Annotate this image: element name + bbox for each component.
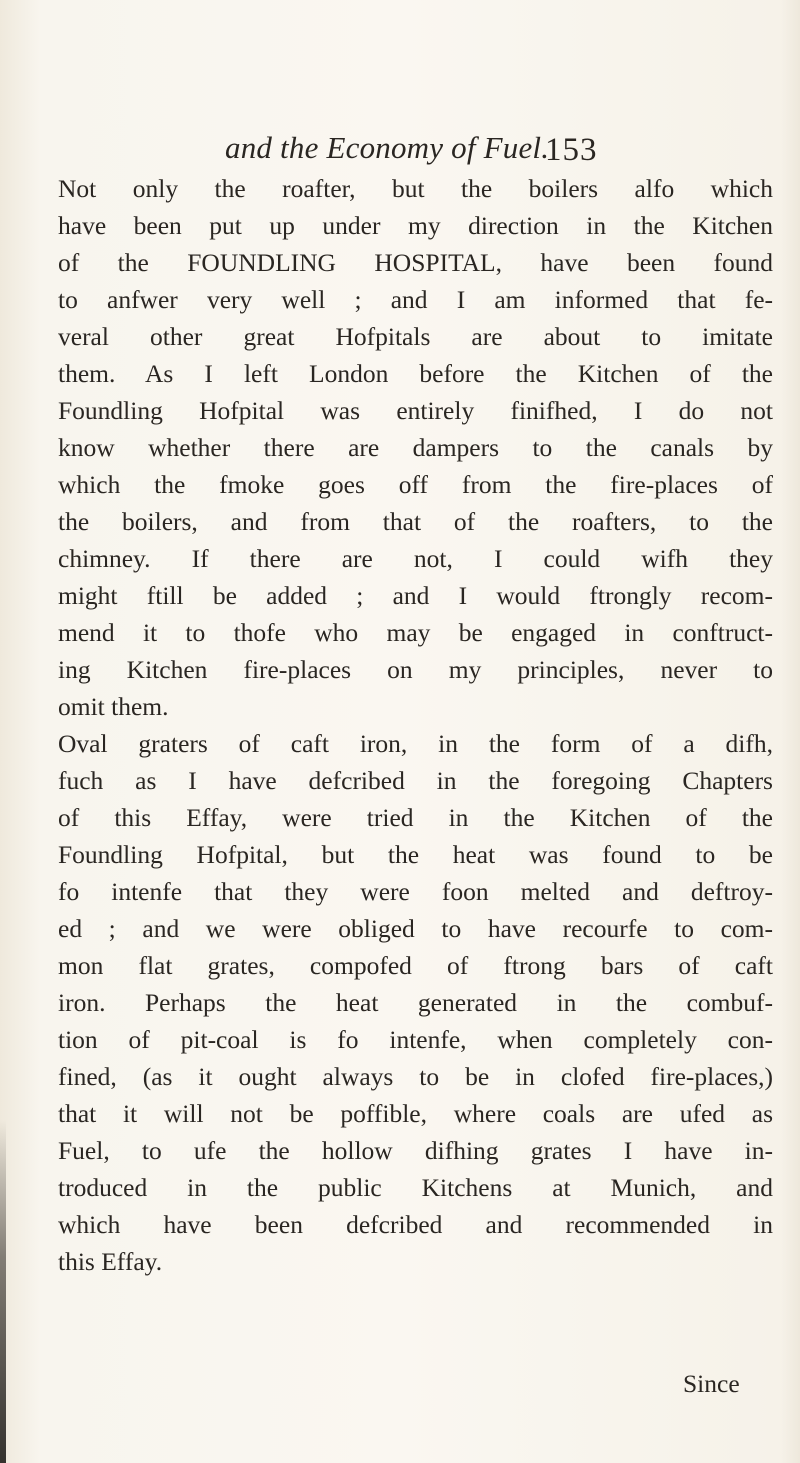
page-gutter-shadow [0, 1120, 6, 1463]
text-line: this Effay. [58, 1247, 163, 1276]
text-line: know whether there are dampers to the canals by [58, 433, 773, 462]
text-line: ed ; and we were obliged to have recourfe to com- [58, 914, 773, 943]
text-line: of the FOUNDLING HOSPITAL, have been found [58, 248, 773, 277]
page-number: 153 [545, 132, 598, 168]
text-line: them. As I left London before the Kitchen of the [58, 359, 773, 388]
text-line: Foundling Hofpital was entirely finifhed, I do not [58, 396, 773, 425]
text-line: chimney. If there are not, I could wifh they [58, 544, 773, 573]
text-line: Foundling Hofpital, but the heat was found to be [58, 840, 773, 869]
text-line: might ftill be added ; and I would ftrongly recom- [58, 581, 773, 610]
text-line: fuch as I have defcribed in the foregoing Chapters [58, 766, 773, 795]
body-text [58, 170, 773, 1280]
text-line: that it will not be poffible, where coals are ufed as [58, 1099, 773, 1128]
text-line: Fuel, to ufe the hollow difhing grates I have in- [58, 1136, 773, 1165]
text-line: mon flat grates, compofed of ftrong bars of caft [58, 951, 773, 980]
text-line: mend it to thofe who may be engaged in conftruct- [58, 618, 773, 647]
text-line: to anfwer very well ; and I am informed that fe- [58, 285, 773, 314]
text-line: tion of pit-coal is fo intenfe, when completely con- [58, 1025, 773, 1054]
text-line: fined, (as it ought always to be in clofed fire-places,) [58, 1062, 773, 1091]
text-line: which the fmoke goes off from the fire-places of [58, 470, 773, 499]
text-line: omit them. [58, 692, 169, 721]
text-line: iron. Perhaps the heat generated in the combuf- [58, 988, 773, 1017]
text-line: which have been defcribed and recommended in [58, 1210, 773, 1239]
text-line: Not only the roafter, but the boilers alfo which [58, 174, 773, 203]
text-line: Oval graters of caft iron, in the form of a difh, [58, 729, 773, 758]
text-line: the boilers, and from that of the roafters, to the [58, 507, 773, 536]
text-line: ing Kitchen fire-places on my principles, never to [58, 655, 773, 684]
text-line: of this Effay, were tried in the Kitchen of the [58, 803, 773, 832]
text-line: troduced in the public Kitchens at Munich, and [58, 1173, 773, 1202]
running-head-title: and the Economy of Fuel. [225, 130, 550, 165]
text-line: have been put up under my direction in the Kitchen [58, 211, 773, 240]
catchword: Since [683, 1369, 740, 1398]
text-line: fo intenfe that they were foon melted and deftroy- [58, 877, 773, 906]
text-line: veral other great Hofpitals are about to imitate [58, 322, 773, 351]
